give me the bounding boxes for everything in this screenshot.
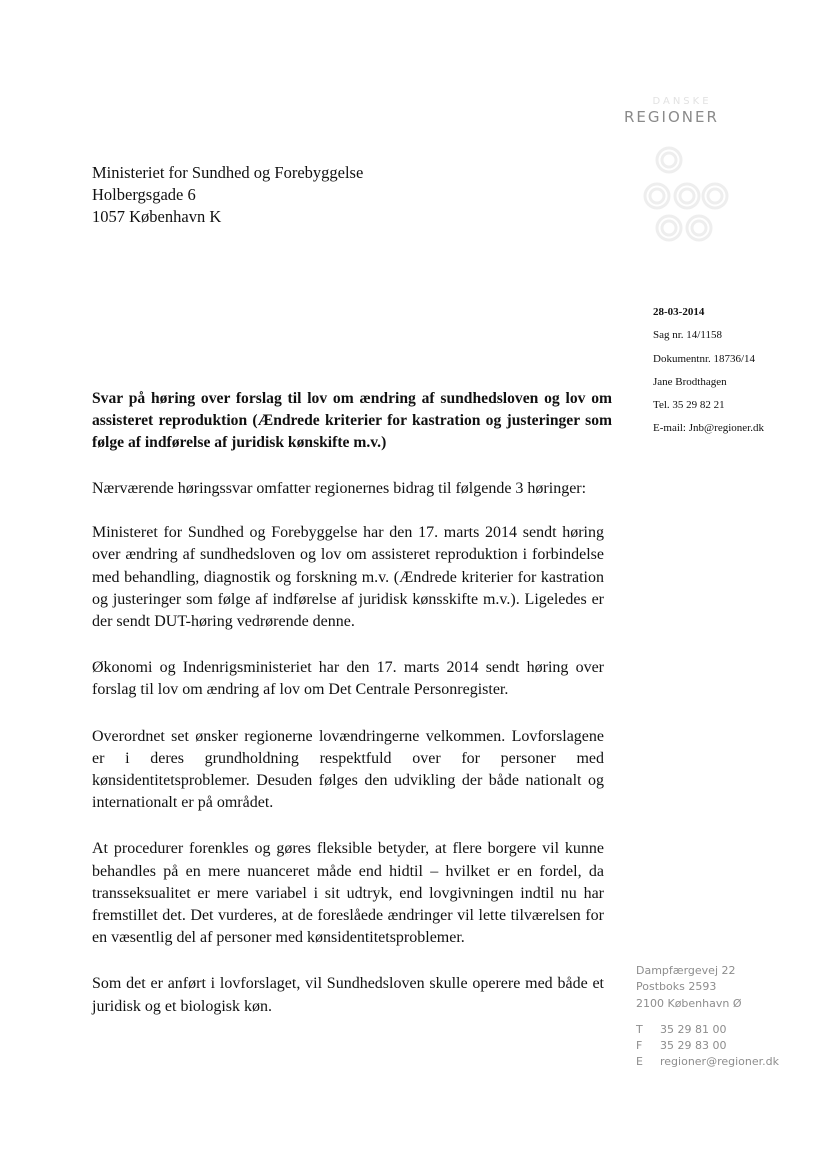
footer-fax <box>636 1038 779 1054</box>
letter-body <box>92 478 604 1040</box>
logo-wordmark: REGIONER <box>624 108 719 126</box>
logo-circles-icon <box>642 146 732 256</box>
paragraph: Som det er anført i lovforslaget, vil Sundhedsloven skulle operere med både et juridisk og et biologisk køn. <box>92 975 604 1015</box>
logo <box>624 96 744 126</box>
meta-email: E-mail: Jnb@regioner.dk <box>653 422 764 435</box>
meta-contact: Jane Brodthagen <box>653 375 727 388</box>
footer-city: 2100 København Ø <box>636 996 742 1010</box>
meta-document-number: Dokumentnr. 18736/14 <box>653 352 756 365</box>
sender-footer <box>636 963 779 1071</box>
phone-label: T <box>636 1022 643 1036</box>
logo-wordmark-top: DANSKE <box>652 96 712 107</box>
meta-phone: Tel. 35 29 82 21 <box>653 399 725 412</box>
fax-label: F <box>636 1039 643 1053</box>
footer-postbox: Postboks 2593 <box>636 980 717 994</box>
recipient-name: Ministeriet for Sundhed og Forebyggelse <box>92 163 364 182</box>
email-value: regioner@regioner.dk <box>660 1055 779 1069</box>
paragraph: Overordnet set ønsker regionerne lovændringerne velkommen. Lovforslagene er i deres grundholdning respektfuld over for personer med kønsidentitetsproblemer. Desuden følges den udvikling der både nationalt og internationalt er på området. <box>92 727 604 812</box>
paragraph: At procedurer forenkles og gøres fleksible betyder, at flere borgere vil kunne behandles på en mere nuanceret måde end hidtil – hvilket er en fordel, da transseksualitet er mere variabel i sit udtryk, end lovgivningen indtil nu har fremstillet det. Det vurderes, at de foreslåede ændringer vil lette tilværelsen for en væsentlig del af personer med kønsidentitetsproblemer. <box>92 840 604 947</box>
email-label: E <box>636 1055 643 1069</box>
paragraph: Økonomi og Indenrigsministeriet har den 17. marts 2014 sendt høring over forslag til lov om ændring af lov om Det Centrale Personregister. <box>92 659 604 699</box>
footer-phone <box>636 1022 779 1038</box>
paragraph: Ministeret for Sundhed og Forebyggelse har den 17. marts 2014 sendt høring over ændring af sundhedsloven og lov om assisteret reproduktion i forbindelse med behandling, diagnostik og forskning m.v. (Ændrede kriterier for kastration og justeringer som følge af indførelse af juridisk kønsskifte m.v.). Ligeledes er der sendt DUT-høring vedrørende denne. <box>92 524 604 631</box>
recipient-address <box>92 162 363 228</box>
meta-case-number: Sag nr. 14/1158 <box>653 329 722 342</box>
footer-street: Dampfærgevej 22 <box>636 964 736 977</box>
footer-email <box>636 1054 779 1070</box>
document-meta <box>653 301 764 441</box>
fax-value: 35 29 83 00 <box>660 1039 727 1053</box>
meta-date: 28-03-2014 <box>653 306 705 318</box>
recipient-city: 1057 København K <box>92 207 222 226</box>
phone-value: 35 29 81 00 <box>660 1022 727 1036</box>
paragraph: Nærværende høringssvar omfatter regionernes bidrag til følgende 3 høringer: <box>92 480 587 497</box>
recipient-street: Holbergsgade 6 <box>92 185 196 204</box>
letter-subject: Svar på høring over forslag til lov om ændring af sundhedsloven og lov om assisteret reproduktion (Ændrede kriterier for kastration og justeringer som følge af indførelse af juridisk kønskifte m.v.) <box>92 390 612 451</box>
